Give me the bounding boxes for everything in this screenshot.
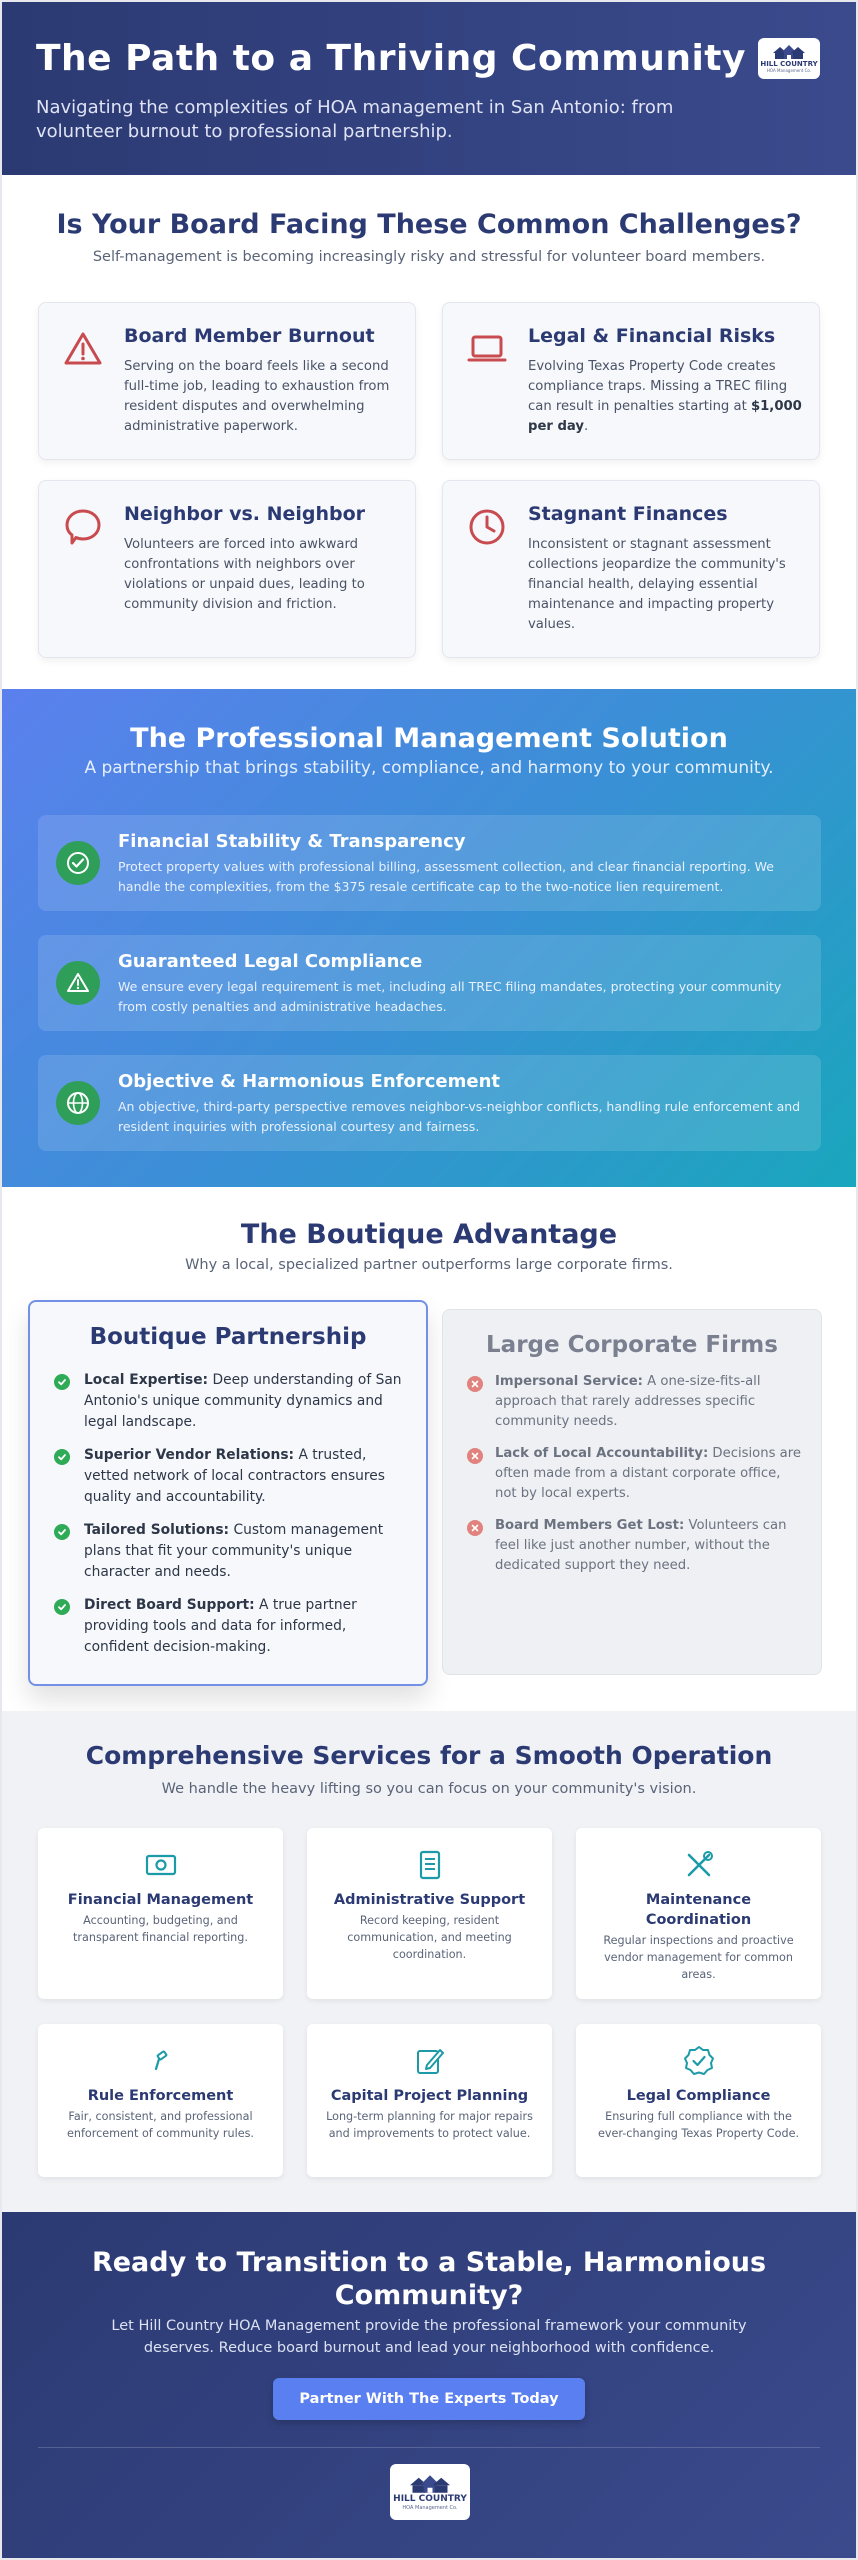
corporate-card-title: Large Corporate Firms (486, 1332, 778, 1358)
service-card-legal (576, 2024, 821, 2177)
boutique-item-text: A trusted, vetted network of local contractors ensures quality and accountability. (84, 1447, 385, 1505)
gavel-icon (144, 2044, 178, 2078)
challenge-body-end: . (584, 419, 589, 434)
service-title: Maintenance Coordination (645, 1892, 752, 1928)
tools-icon (682, 1848, 716, 1882)
challenge-body: Serving on the board feels like a second full-time job, leading to exhaustion from resident disputes and overwhelming administrative paperwork. (124, 359, 390, 434)
service-card-financial (38, 1828, 283, 1999)
boutique-item-text: Deep understanding of San Antonio's unique community dynamics and legal landscape. (84, 1372, 402, 1430)
logo-tagline: HOA Management Co. (402, 2504, 458, 2511)
boutique-item-label: Direct Board Support: (84, 1597, 255, 1613)
check-icon (54, 1599, 70, 1615)
services-section (2, 1711, 856, 2212)
corporate-firms-card (442, 1309, 822, 1675)
infographic-page (2, 2, 856, 2558)
solution-item-body: An objective, third-party perspective removes neighbor-vs-neighbor conflicts, handling rule enforcement and resident inquiries with professional courtesy and fairness. (118, 1099, 801, 1134)
boutique-item (84, 1595, 404, 1658)
boutique-item-text: A true partner providing tools and data for informed, confident decision-making. (84, 1597, 357, 1655)
challenge-body-text: Evolving Texas Property Code creates compliance traps. Missing a TREC filing can result in penalties starting at (528, 359, 788, 414)
corporate-item (495, 1444, 805, 1504)
boutique-card-title: Boutique Partnership (89, 1324, 367, 1350)
challenge-body: Volunteers are forced into awkward confrontations with neighbors over violations or unpaid dues, leading to community division and friction. (124, 537, 365, 612)
corporate-item (495, 1372, 805, 1432)
footer-logo (390, 2464, 470, 2520)
money-icon (144, 1848, 178, 1882)
boutique-subtitle: Why a local, specialized partner outperforms large corporate firms. (185, 1257, 673, 1273)
challenges-subtitle: Self-management is becoming increasingly risky and stressful for volunteer board members. (92, 249, 766, 265)
corporate-item-text: Volunteers can feel like just another number, without the dedicated support they need. (495, 1518, 787, 1573)
solution-item-title: Objective & Harmonious Enforcement (118, 1071, 500, 1092)
boutique-title: The Boutique Advantage (240, 1219, 618, 1250)
hero-banner (2, 2, 856, 175)
solution-section (2, 689, 856, 1187)
corporate-item (495, 1516, 805, 1576)
house-icon (771, 44, 807, 60)
service-title: Rule Enforcement (87, 2088, 234, 2104)
x-circle-icon (467, 1448, 483, 1464)
house-icon (407, 2474, 453, 2494)
solution-card-financial (38, 815, 821, 911)
service-body: Ensuring full compliance with the ever-changing Texas Property Code. (597, 2110, 800, 2140)
corporate-item-label: Board Members Get Lost: (495, 1518, 685, 1533)
boutique-item-label: Tailored Solutions: (84, 1522, 230, 1538)
corporate-item-text: Decisions are often made from a distant corporate office, not by local experts. (495, 1446, 801, 1501)
service-title: Financial Management (67, 1892, 254, 1908)
divider (38, 2447, 820, 2448)
check-circle-icon (56, 841, 100, 885)
cta-title: Ready to Transition to a Stable, Harmonious Community? (91, 2247, 767, 2311)
alert-triangle-icon (56, 961, 100, 1005)
company-logo (758, 38, 820, 79)
challenges-section (2, 175, 856, 689)
badge-check-icon (682, 2044, 716, 2078)
solution-item-title: Guaranteed Legal Compliance (118, 951, 423, 972)
solution-item-body: We ensure every legal requirement is met, including all TREC filing mandates, protecting your community from costly penalties and administrative headaches. (118, 979, 782, 1014)
service-body: Long-term planning for major repairs and improvements to protect value. (326, 2110, 533, 2140)
service-body: Record keeping, resident communication, and meeting coordination. (347, 1914, 512, 1961)
logo-tagline: HOA Management Co. (766, 68, 812, 73)
services-subtitle: We handle the heavy lifting so you can focus on your community's vision. (161, 1781, 697, 1797)
logo-name: HILL COUNTRY (393, 2493, 467, 2504)
corporate-item-text: A one-size-fits-all approach that rarely addresses specific community needs. (495, 1374, 761, 1429)
boutique-section (2, 1187, 856, 1711)
warning-triangle-icon (63, 329, 103, 369)
challenge-card-finances (442, 480, 820, 658)
challenges-title: Is Your Board Facing These Common Challenges? (56, 209, 802, 240)
x-circle-icon (467, 1520, 483, 1536)
logo-name: HILL COUNTRY (760, 60, 818, 68)
cta-body: Let Hill Country HOA Management provide the professional framework your community deserves. Reduce board burnout and lead your neighborhood with confidence. (111, 2318, 747, 2356)
service-card-rules (38, 2024, 283, 2177)
pencil-icon (413, 2044, 447, 2078)
boutique-item (84, 1445, 404, 1508)
solution-card-enforcement (38, 1055, 821, 1151)
boutique-item (84, 1520, 404, 1583)
solution-item-title: Financial Stability & Transparency (118, 831, 466, 852)
chat-bubble-icon (63, 507, 103, 547)
challenge-card-legal (442, 302, 820, 460)
x-circle-icon (467, 1376, 483, 1392)
laptop-icon (467, 329, 507, 369)
hero-title: The Path to a Thriving Community (36, 38, 746, 79)
service-body: Regular inspections and proactive vendor management for common areas. (603, 1934, 794, 1981)
challenge-body: Inconsistent or stagnant assessment collections jeopardize the community's financial health, delaying essential maintenance and impacting property values. (528, 537, 786, 632)
challenge-card-neighbor (38, 480, 416, 658)
service-title: Capital Project Planning (330, 2088, 529, 2104)
check-icon (54, 1524, 70, 1540)
service-body: Accounting, budgeting, and transparent financial reporting. (73, 1914, 248, 1944)
challenge-title: Neighbor vs. Neighbor (124, 503, 366, 525)
document-icon (413, 1848, 447, 1882)
hero-subtitle: Navigating the complexities of HOA management in San Antonio: from volunteer burnout to professional partnership. (36, 97, 674, 142)
services-title: Comprehensive Services for a Smooth Operation (85, 1741, 773, 1770)
check-icon (54, 1374, 70, 1390)
solution-item-body: Protect property values with professional billing, assessment collection, and clear financial reporting. We handle the complexities, from the $375 resale certificate cap to the two-notice lien requirement. (118, 859, 774, 894)
challenge-title: Board Member Burnout (124, 325, 375, 347)
globe-icon (56, 1081, 100, 1125)
check-icon (54, 1449, 70, 1465)
challenge-title: Legal & Financial Risks (528, 325, 776, 347)
boutique-partnership-card (28, 1300, 428, 1686)
service-card-capital (307, 2024, 552, 2177)
service-title: Legal Compliance (626, 2088, 771, 2104)
penalty-amount: $1,000 per day (528, 399, 802, 434)
clock-icon (467, 507, 507, 547)
boutique-item (84, 1370, 404, 1433)
solution-subtitle: A partnership that brings stability, compliance, and harmony to your community. (84, 758, 774, 778)
service-card-maintenance (576, 1828, 821, 1999)
corporate-item-label: Lack of Local Accountability: (495, 1446, 709, 1461)
service-title: Administrative Support (333, 1892, 526, 1908)
challenge-card-burnout (38, 302, 416, 460)
solution-title: The Professional Management Solution (130, 723, 728, 754)
service-body: Fair, consistent, and professional enforcement of community rules. (66, 2110, 254, 2140)
solution-card-legal (38, 935, 821, 1031)
corporate-item-label: Impersonal Service: (495, 1374, 643, 1389)
challenge-title: Stagnant Finances (528, 503, 728, 525)
boutique-item-label: Superior Vendor Relations: (84, 1447, 295, 1463)
boutique-item-label: Local Expertise: (84, 1372, 209, 1388)
challenge-body (528, 357, 804, 437)
service-card-admin (307, 1828, 552, 1999)
boutique-item-text: Custom management plans that fit your community's unique character and needs. (84, 1522, 384, 1580)
partner-cta-button[interactable]: Partner With The Experts Today (273, 2378, 585, 2420)
